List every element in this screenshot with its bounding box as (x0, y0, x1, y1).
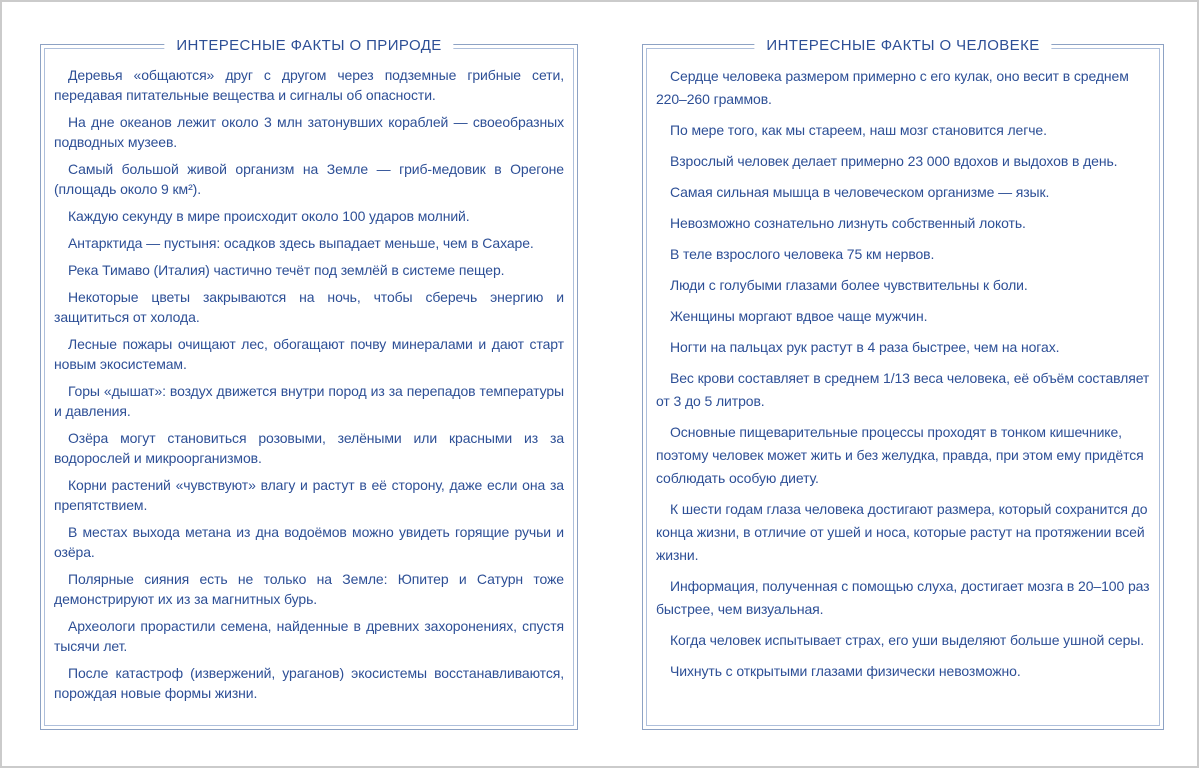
fact-item: Самый большой живой организм на Земле — гриб-медовик в Орегоне (площадь около 9 км²). (54, 161, 564, 197)
fact-item: Основные пищеварительные процессы проходят в тонком кишечнике, поэтому человек может жить и без желудка, правда, при этом ему придётся соблюдать особую диету. (656, 424, 1144, 486)
fact-item: Деревья «общаются» друг с другом через подземные грибные сети, передавая питательные вещества и сигналы об опасности. (54, 67, 564, 103)
fact-item: Взрослый человек делает примерно 23 000 вдохов и выдохов в день. (670, 153, 1118, 169)
fact-item: Ногти на пальцах рук растут в 4 раза быстрее, чем на ногах. (670, 339, 1060, 355)
fact-item: Вес крови составляет в среднем 1/13 веса человека, её объём составляет от 3 до 5 литров. (656, 370, 1150, 409)
fact-item: Чихнуть с открытыми глазами физически невозможно. (670, 663, 1021, 679)
fact-item: На дне океанов лежит около 3 млн затонувших кораблей — своеобразных подводных музеев. (54, 114, 564, 150)
fact-item: Каждую секунду в мире происходит около 100 ударов молний. (68, 208, 470, 224)
panel-title-nature: ИНТЕРЕСНЫЕ ФАКТЫ О ПРИРОДЕ (164, 36, 453, 56)
fact-item: Некоторые цветы закрываются на ночь, чтобы сберечь энергию и защититься от холода. (54, 289, 564, 325)
fact-item: В местах выхода метана из дна водоёмов можно увидеть горящие ручьи и озёра. (54, 524, 564, 560)
fact-item: Когда человек испытывает страх, его уши выделяют больше ушной серы. (670, 632, 1145, 648)
fact-item: Река Тимаво (Италия) частично течёт под землёй в системе пещер. (68, 262, 505, 278)
fact-item: Сердце человека размером примерно с его кулак, оно весит в среднем 220–260 граммов. (656, 68, 1129, 107)
fact-item: Антарктида — пустыня: осадков здесь выпадает меньше, чем в Сахаре. (68, 235, 534, 251)
fact-item: Археологи прорастили семена, найденные в древних захоронениях, спустя тысячи лет. (54, 618, 564, 654)
fact-item: Невозможно сознательно лизнуть собственный локоть. (670, 215, 1026, 231)
fact-item: Полярные сияния есть не только на Земле: Юпитер и Сатурн тоже демонстрируют их из за магнитных бурь. (54, 571, 564, 607)
fact-item: Озёра могут становиться розовыми, зелёными или красными из за водорослей и микроорганизмов. (54, 430, 564, 466)
fact-item: В теле взрослого человека 75 км нервов. (670, 246, 935, 262)
fact-item: Горы «дышат»: воздух движется внутри пород из за перепадов температуры и давления. (54, 383, 564, 419)
fact-item: Самая сильная мышца в человеческом организме — язык. (670, 184, 1050, 200)
fact-item: Лесные пожары очищают лес, обогащают почву минералами и дают старт новым экосистемам. (54, 336, 564, 372)
fact-item: Информация, полученная с помощью слуха, достигает мозга в 20–100 раз быстрее, чем визуальная. (656, 578, 1150, 617)
facts-panel-nature (40, 37, 578, 730)
fact-item: После катастроф (извержений, ураганов) экосистемы восстанавливаются, порождая новые формы жизни. (54, 665, 564, 701)
fact-item: Корни растений «чувствуют» влагу и растут в её сторону, даже если она за препятствием. (54, 477, 564, 513)
fact-item: По мере того, как мы стареем, наш мозг становится легче. (670, 122, 1047, 138)
facts-panel-human (642, 37, 1164, 730)
panel-body-human (646, 48, 1160, 726)
fact-item: К шести годам глаза человека достигают размера, который сохранится до конца жизни, в отличие от ушей и носа, которые растут на протяжении всей жизни. (656, 501, 1148, 563)
panel-title-human: ИНТЕРЕСНЫЕ ФАКТЫ О ЧЕЛОВЕКЕ (754, 36, 1051, 56)
panel-body-nature (44, 48, 574, 726)
fact-item: Женщины моргают вдвое чаще мужчин. (670, 308, 928, 324)
fact-item: Люди с голубыми глазами более чувствительны к боли. (670, 277, 1028, 293)
